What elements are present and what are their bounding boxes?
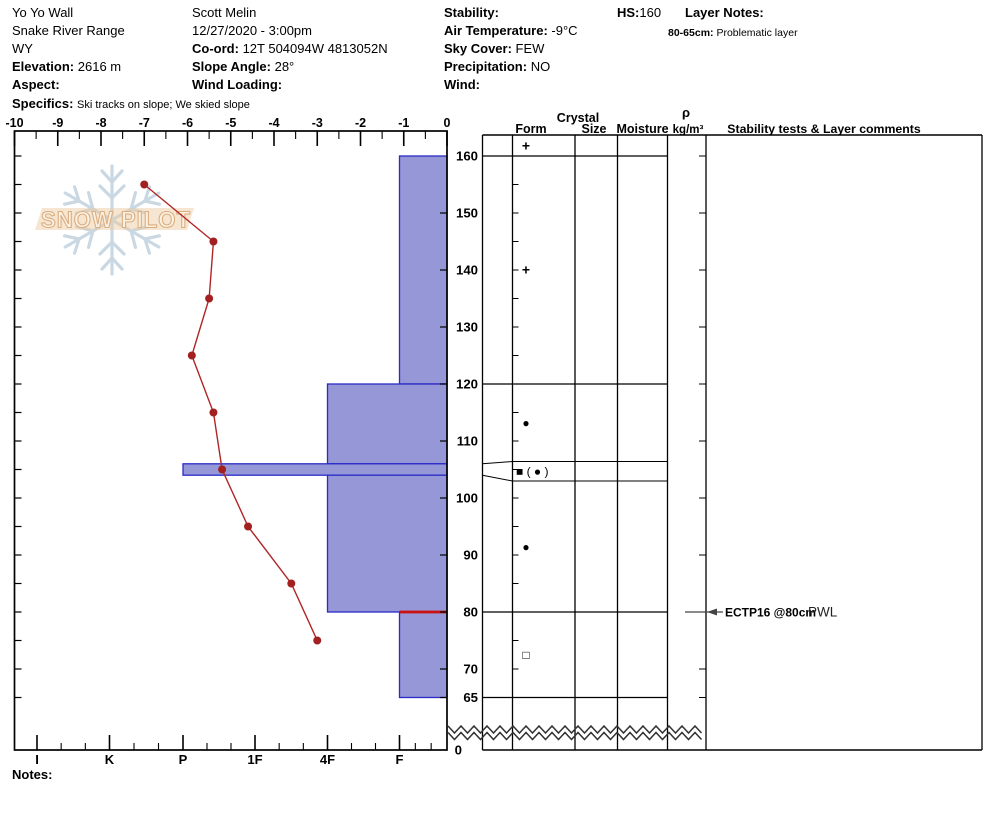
- grain-form-symbol: □: [522, 648, 530, 663]
- height-label: 100: [455, 490, 478, 506]
- test-result-label: ECTP16 @80cm: [725, 605, 817, 620]
- grain-form-symbol: ●: [522, 416, 530, 431]
- test-layer-label: PWL: [808, 604, 838, 620]
- coord-label: Co-ord:: [192, 41, 239, 56]
- stability-tests-header: Stability tests & Layer comments: [727, 122, 921, 136]
- hardness-bar: [400, 612, 448, 698]
- hardness-bar: [328, 475, 448, 612]
- layer-note-range: 80-65cm:: [668, 27, 714, 39]
- site-name: Yo Yo Wall: [12, 5, 74, 20]
- logo-text: SNOW PILOT: [41, 206, 191, 233]
- height-label: 150: [455, 205, 478, 221]
- grain-form-symbol: +: [521, 261, 531, 278]
- temp-axis-label: -2: [354, 116, 367, 130]
- temp-axis-label: -10: [5, 116, 24, 130]
- air-temp-label: Air Temperature:: [444, 23, 548, 38]
- wind-label: Wind:: [444, 77, 480, 92]
- temperature-point: [313, 637, 321, 645]
- specifics-label: Specifics:: [12, 96, 74, 111]
- sky-cover-value: FEW: [515, 41, 545, 56]
- grain-form-symbol: +: [521, 137, 531, 154]
- temp-axis-label: -9: [52, 116, 64, 130]
- temp-axis-label: -4: [268, 116, 280, 130]
- hardness-axis-label: 4F: [319, 752, 336, 767]
- hardness-axis-label: P: [178, 752, 188, 767]
- notes-label: Notes:: [12, 767, 53, 782]
- height-label: 140: [455, 262, 478, 278]
- elevation-label: Elevation:: [12, 59, 75, 74]
- temperature-point: [244, 523, 252, 531]
- temperature-line: [144, 185, 317, 641]
- test-arrow-head: [707, 609, 717, 616]
- height-label: 160: [455, 148, 478, 164]
- height-label: 130: [455, 319, 478, 335]
- hardness-axis-label: F: [395, 752, 404, 767]
- temperature-point: [140, 181, 148, 189]
- height-label: 90: [463, 547, 478, 563]
- temp-axis-label: -3: [311, 116, 323, 130]
- temperature-point: [209, 409, 217, 417]
- temperature-point: [218, 466, 226, 474]
- height-label: 65: [463, 690, 478, 706]
- hardness-axis-label: K: [104, 752, 115, 767]
- observation-datetime: 12/27/2020 - 3:00pm: [192, 23, 312, 38]
- stability-label: Stability:: [444, 5, 499, 20]
- height-label: 110: [456, 433, 478, 449]
- temp-axis-label: -1: [398, 116, 410, 130]
- temp-axis-label: 0: [443, 116, 451, 130]
- sky-cover-label: Sky Cover:: [444, 41, 512, 56]
- precipitation-value: NO: [530, 59, 551, 74]
- aspect-label: Aspect:: [12, 77, 60, 92]
- crystal-header: Crystal: [556, 111, 600, 125]
- coord-value: 12T 504094W 4813052N: [242, 41, 388, 56]
- hs-value: 160: [639, 5, 662, 20]
- layer-note-text: Problematic layer: [716, 27, 798, 39]
- height-label: 80: [463, 604, 478, 620]
- form-header: Form: [515, 122, 547, 136]
- observer-name: Scott Melin: [192, 5, 257, 20]
- layer-notes-label: Layer Notes:: [685, 5, 764, 20]
- air-temp-value: -9°C: [551, 23, 578, 38]
- thin-layer-wedge-line: [483, 462, 513, 464]
- state-name: WY: [12, 41, 33, 56]
- moisture-header: Moisture: [616, 122, 669, 136]
- slope-angle-value: 28°: [274, 59, 295, 74]
- hs-label: HS:: [617, 5, 640, 20]
- grain-form-symbol: ●: [522, 539, 530, 554]
- temp-axis-label: -8: [95, 116, 107, 130]
- hardness-bar: [400, 156, 448, 384]
- height-label: 70: [463, 661, 478, 677]
- wind-loading-label: Wind Loading:: [192, 77, 283, 92]
- slope-angle-label: Slope Angle:: [192, 59, 271, 74]
- temperature-point: [205, 295, 213, 303]
- temp-axis-label: -6: [181, 116, 194, 130]
- hardness-axis-label: 1F: [247, 752, 263, 767]
- elevation-value: 2616 m: [77, 59, 122, 74]
- temperature-point: [209, 238, 217, 246]
- grain-form-symbol: ■ ( ● ): [516, 464, 549, 479]
- density-symbol-header: ρ: [681, 105, 691, 120]
- temperature-point: [287, 580, 295, 588]
- precipitation-label: Precipitation:: [444, 59, 528, 74]
- temp-axis-label: -5: [225, 116, 237, 130]
- hardness-bar: [328, 384, 448, 464]
- size-header: Size: [581, 122, 607, 136]
- temperature-point: [188, 352, 196, 360]
- height-label: 120: [455, 376, 478, 392]
- specifics-value: Ski tracks on slope; We skied slope: [77, 99, 250, 111]
- thin-layer-wedge-line: [483, 475, 513, 481]
- density-units-header: kg/m³: [672, 124, 704, 136]
- temp-axis-label: -7: [138, 116, 150, 130]
- region-name: Snake River Range: [12, 23, 125, 38]
- snowpilot-logo: [35, 166, 194, 274]
- height-zero-label: 0: [454, 742, 462, 758]
- hardness-axis-label: I: [35, 752, 39, 767]
